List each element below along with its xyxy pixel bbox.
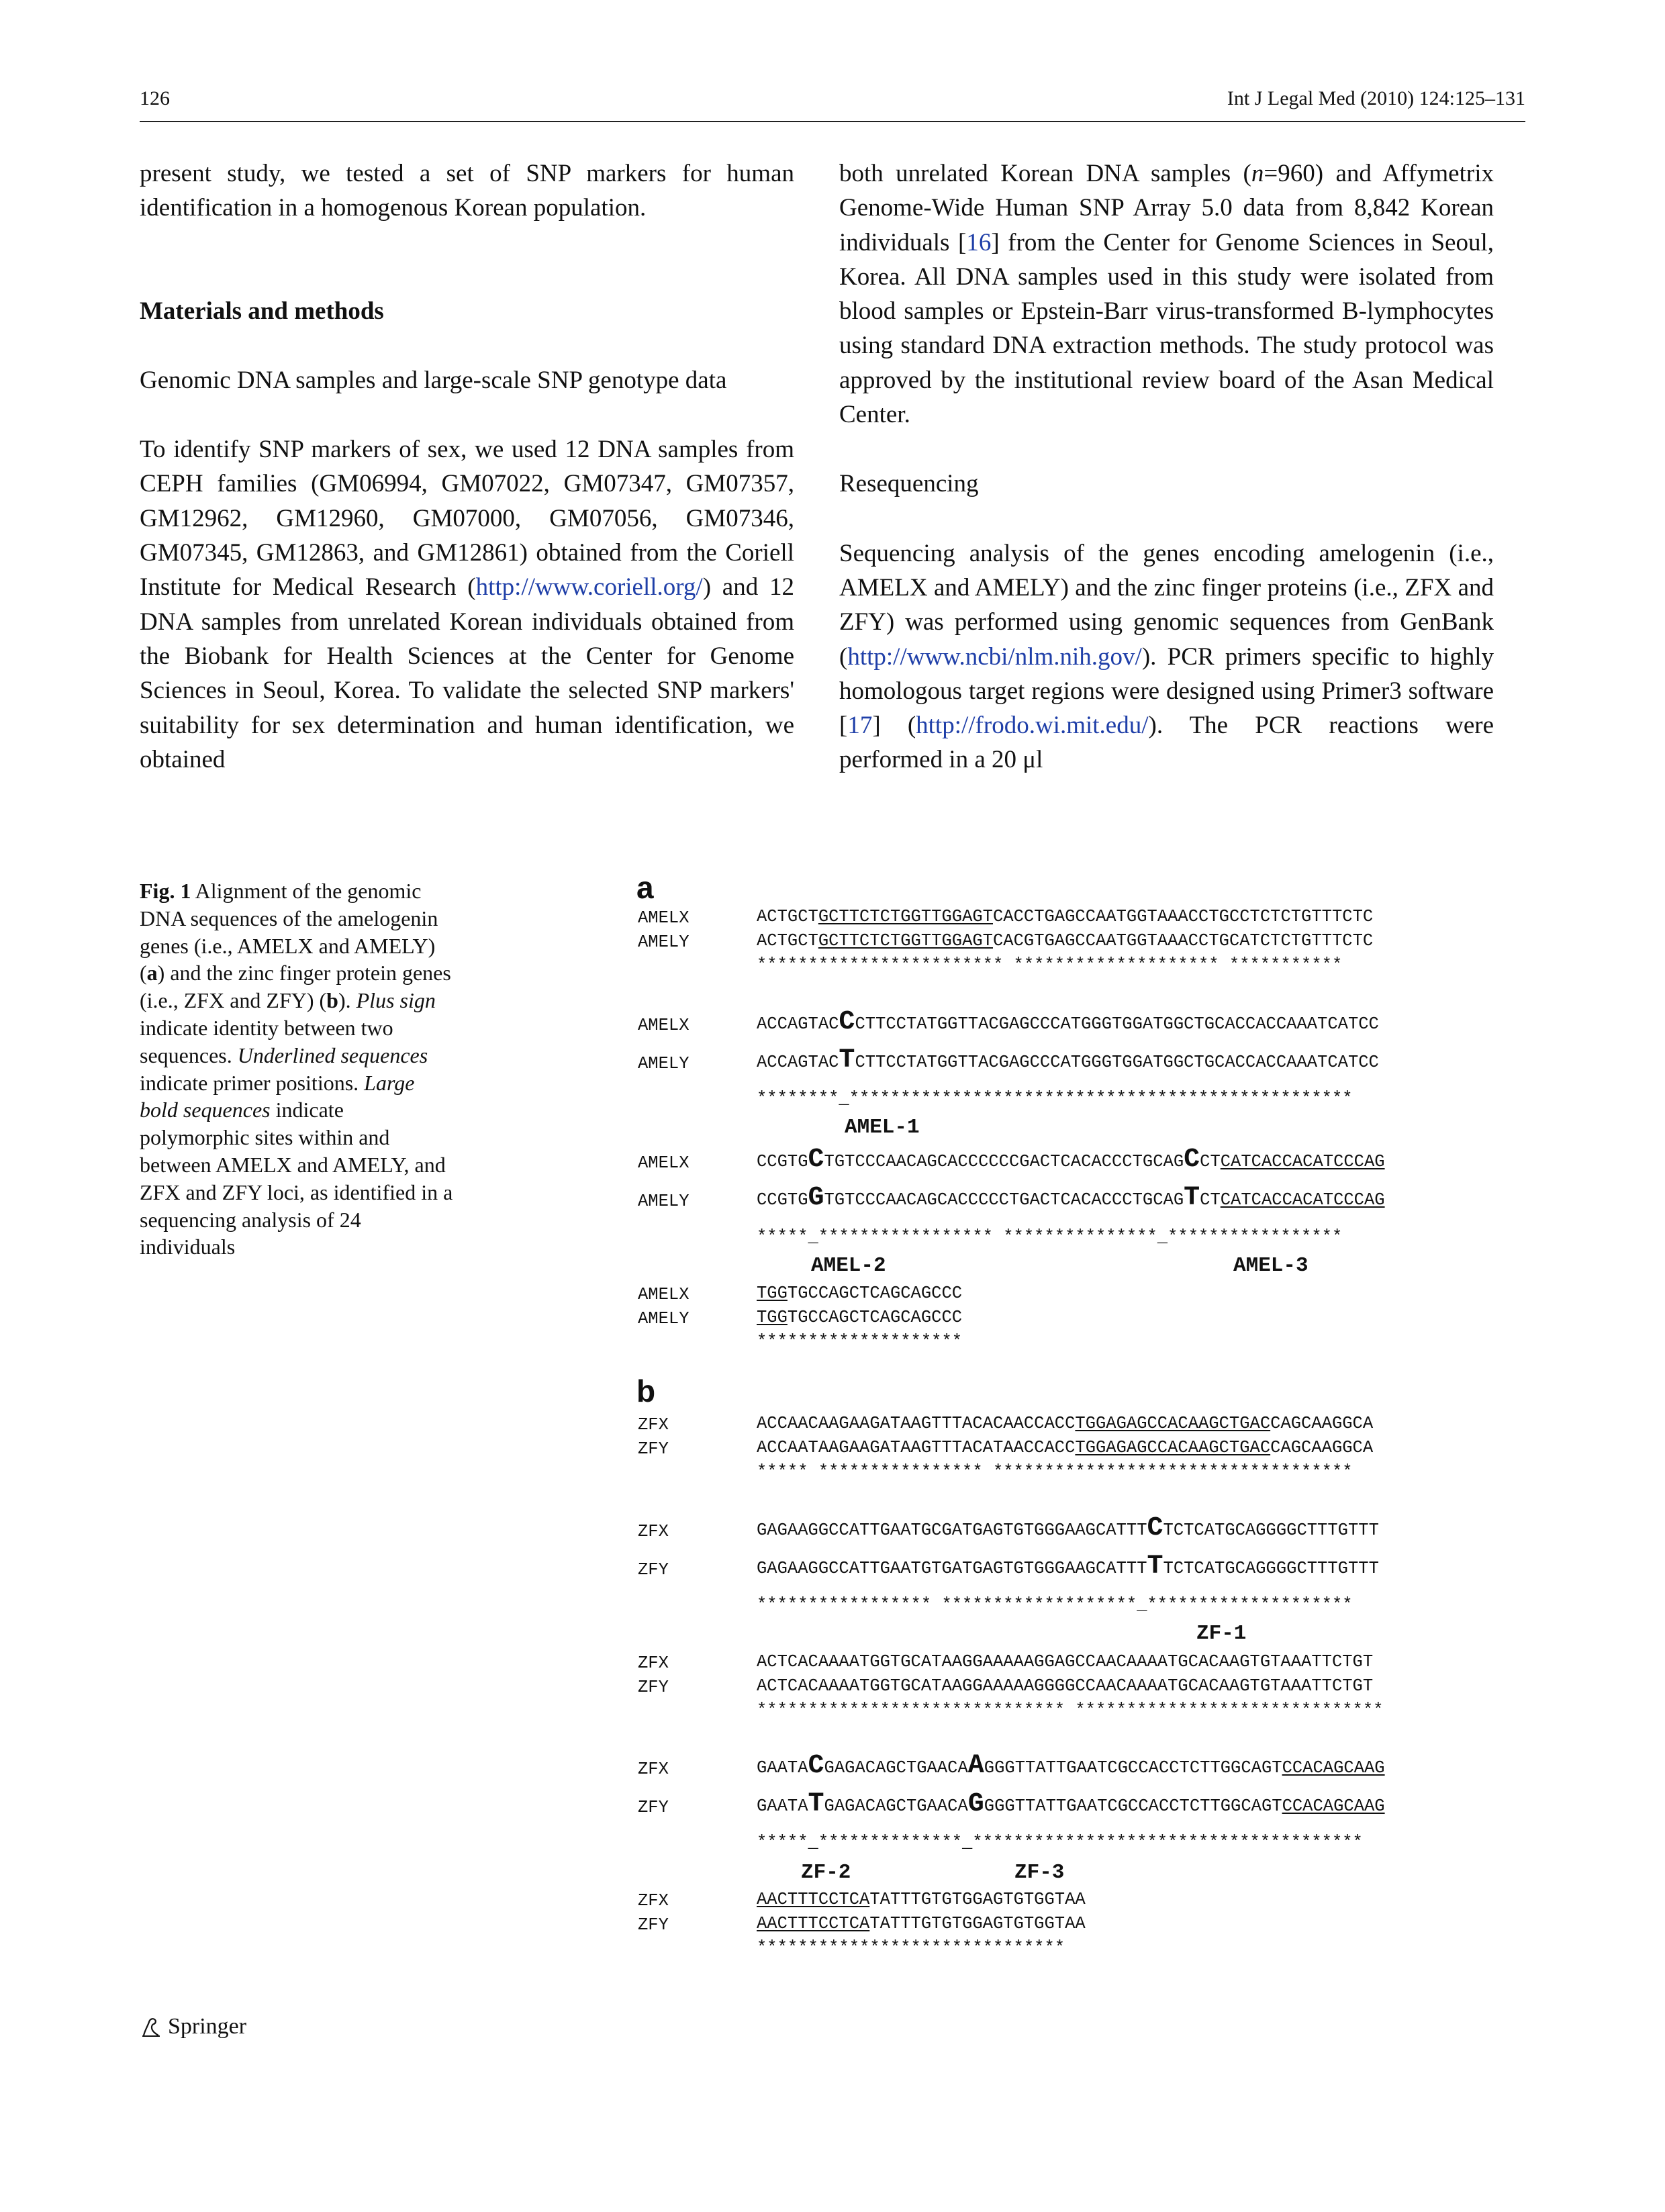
subsection-heading: Genomic DNA samples and large-scale SNP genotype data [140,366,727,394]
seq-zfy-3: ACTCACAAAATGGTGCATAAGGAAAAAGGGGCCAACAAAATGCACAAGTGTAAATTCTGT [757,1676,1374,1696]
identity-row-b5: ****************************** [757,1938,1065,1958]
seq-name-amelx: AMELX [638,908,689,928]
section-heading: Materials and methods [140,297,384,325]
panel-a-label: a [636,870,654,905]
left-column [140,156,794,777]
site-label-zf1: ZF-1 [1196,1622,1247,1645]
identity-row-b3: ****************************** ****************************** [757,1700,1384,1720]
seq-amelx-1: ACTGCTGCTTCTCTGGTTGGAGTCACCTGAGCCAATGGTAAACCTGCCTCTCTGTTTCTC [757,907,1374,926]
seq-name-amely: AMELY [638,1192,689,1211]
header-rule [140,121,1525,122]
resequencing-heading: Resequencing [839,470,979,498]
seq-name-amely: AMELY [638,932,689,952]
seq-amely-2: ACCAGTACTCTTCCTATGGTTACGAGCCCATGGGTGGATGGCTGCACCACCAAATCATCC [757,1045,1379,1075]
reference-16-link[interactable]: 16 [966,228,992,256]
validation-paragraph: both unrelated Korean DNA samples (n=960) and Affymetrix Genome-Wide Human SNP Array 5.0 data from 8,842 Korean individuals [16] from the Center for Genome Sciences in Seoul, Korea. All DNA samples used in this study were isolated from blood samples or Epstein-Barr virus-transformed B-lymphocytes using standard DNA extraction methods. The study protocol was approved by the institutional review board of the Asan Medical Center. [839,160,1494,429]
seq-amelx-4: TGGTGCCAGCTCAGCAGCCC [757,1284,963,1303]
seq-name-zfy: ZFY [638,1560,669,1580]
springer-wordmark: Springer [168,2014,247,2039]
panel-b-label: b [636,1374,656,1408]
seq-name-zfx: ZFX [638,1415,669,1435]
intro-paragraph: present study, we tested a set of SNP markers for human identification in a homogenous Korean population. [140,160,794,222]
seq-zfx-4: GAATACGAGACAGCTGAACAAGGGTTATTGAATCGCCACCTCTTGGCAGTCCACAGCAAG [757,1751,1385,1781]
identity-row-a4: ******************** [757,1332,963,1351]
site-label-amel2: AMEL-2 [811,1254,886,1278]
seq-zfx-3: ACTCACAAAATGGTGCATAAGGAAAAAGGAGCCAACAAAATGCACAAGTGTAAATTCTGT [757,1652,1374,1672]
seq-zfy-2: GAGAAGGCCATTGAATGTGATGAGTGTGGGAAGCATTTTTCTCATGCAGGGGCTTTGTTT [757,1551,1379,1582]
seq-name-zfx: ZFX [638,1522,669,1541]
seq-zfy-1: ACCAATAAGAAGATAAGTTTACATAACCACCTGGAGAGCCACAAGCTGACCAGCAAGGCA [757,1438,1374,1457]
seq-name-zfx: ZFX [638,1891,669,1911]
seq-zfy-5: AACTTTCCTCATATTTGTGTGGAGTGTGGTAA [757,1914,1086,1933]
seq-name-zfy: ZFY [638,1798,669,1817]
identity-row-a1: ************************ ******************** *********** [757,955,1343,975]
samples-paragraph: To identify SNP markers of sex, we used 12 DNA samples from CEPH families (GM06994, GM07022, GM07347, GM07357, GM12962, GM12960, GM07000, GM07056, GM07346, GM07345, GM12863, and GM12861) obtained from the Coriell Institute for Medical Research (http://www.coriell.org/) and 12 DNA samples from unrelated Korean individuals obtained from the Biobank for Health Sciences at the Center for Genome Sciences in Seoul, Korea. To validate the selected SNP markers' suitability for sex determination and human identification, we obtained [140,436,794,773]
page-number: 126 [140,87,170,109]
seq-zfx-2: GAGAAGGCCATTGAATGCGATGAGTGTGGGAAGCATTTCTCTCATGCAGGGGCTTTGTTT [757,1513,1379,1543]
genbank-link[interactable]: http://www.ncbi/nlm.nih.gov/ [847,642,1142,671]
seq-name-zfy: ZFY [638,1915,669,1935]
seq-name-amelx: AMELX [638,1153,689,1173]
springer-logo [140,2014,246,2039]
seq-name-amelx: AMELX [638,1285,689,1304]
identity-row-b1: ***** **************** *********************************** [757,1462,1353,1482]
seq-zfx-5: AACTTTCCTCATATTTGTGTGGAGTGTGGTAA [757,1890,1086,1909]
identity-row-a2: ********_************************************************* [757,1089,1353,1108]
seq-name-zfx: ZFX [638,1653,669,1673]
seq-name-amely: AMELY [638,1309,689,1329]
site-label-zf3: ZF-3 [1014,1861,1065,1884]
identity-row-a3: *****_***************** ***************_***************** [757,1227,1343,1247]
running-header-journal: Int J Legal Med (2010) 124:125–131 [1227,87,1525,109]
reference-17-link[interactable]: 17 [847,712,873,740]
seq-name-zfy: ZFY [638,1439,669,1459]
seq-name-amely: AMELY [638,1054,689,1073]
seq-name-amelx: AMELX [638,1016,689,1035]
site-label-zf2: ZF-2 [801,1861,851,1884]
seq-zfx-1: ACCAACAAGAAGATAAGTTTACACAACCACCTGGAGAGCCACAAGCTGACCAGCAAGGCA [757,1414,1374,1433]
coriell-link[interactable]: http://www.coriell.org/ [475,573,703,602]
seq-amelx-3: CCGTGCTGTCCCAACAGCACCCCCCGACTCACACCCTGCAGCCTCATCACCACATCCCAG [757,1145,1385,1175]
seq-name-zfx: ZFX [638,1760,669,1779]
primer3-link[interactable]: http://frodo.wi.mit.edu/ [916,712,1149,740]
right-column [839,156,1494,777]
seq-amelx-2: ACCAGTACCCTTCCTATGGTTACGAGCCCATGGGTGGATGGCTGCACCACCAAATCATCC [757,1007,1379,1037]
seq-zfy-4: GAATATGAGACAGCTGAACAGGGGTTATTGAATCGCCACCTCTTGGCAGTCCACAGCAAG [757,1789,1385,1819]
site-label-amel1: AMEL-1 [845,1116,920,1139]
identity-row-b2: ***************** *******************_******************** [757,1595,1353,1615]
seq-amely-1: ACTGCTGCTTCTCTGGTTGGAGTCACGTGAGCCAATGGTAAACCTGCATCTCTGTTTCTC [757,931,1374,951]
springer-horse-icon [140,2015,162,2038]
resequencing-paragraph: Sequencing analysis of the genes encoding amelogenin (i.e., AMELX and AMELY) and the zinc finger proteins (i.e., ZFX and ZFY) was performed using genomic sequences from GenBank (http://www.ncbi/nlm.nih.gov/). PCR primers specific to highly homologous target regions were designed using Primer3 software [17] (http://frodo.wi.mit.edu/). The PCR reactions were performed in a 20 μl [839,539,1494,774]
seq-amely-4: TGGTGCCAGCTCAGCAGCCC [757,1308,963,1327]
identity-row-b4: *****_**************_************************************** [757,1833,1363,1852]
seq-name-zfy: ZFY [638,1678,669,1697]
figure-caption: Fig. 1 Alignment of the genomic DNA sequences of the amelogenin genes (i.e., AMELX and AMELY) (a) and the zinc finger protein genes (i.e., ZFX and ZFY) (b). Plus sign indicate identity between two sequences. Underlined sequences indicate primer positions. Large bold sequences indicate polymorphic sites within and between AMELX and AMELY, and ZFX and ZFY loci, as identified in a sequencing analysis of 24 individuals [140,879,453,1259]
seq-amely-3: CCGTGGTGTCCCAACAGCACCCCCTGACTCACACCCTGCAGTCTCATCACCACATCCCAG [757,1183,1385,1213]
site-label-amel3: AMEL-3 [1233,1254,1309,1278]
